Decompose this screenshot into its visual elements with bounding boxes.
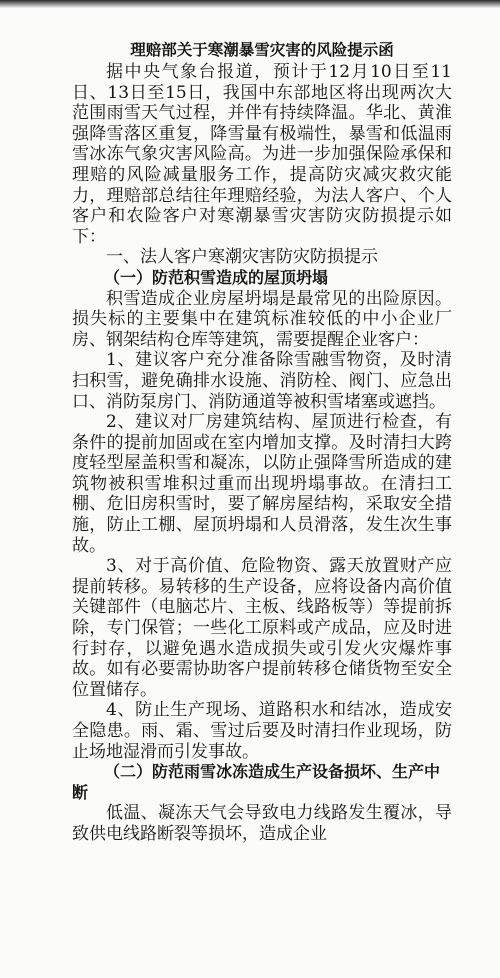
document-title: 理赔部关于寒潮暴雪灾害的风险提示函: [130, 41, 394, 59]
section-1-heading: 一、法人客户寒潮灾害防灾防损提示: [106, 247, 378, 268]
subsection-2-heading: （二）防范雨雪冰冻造成生产设备损坏、生产中断: [72, 762, 441, 802]
list-item-3: 3、对于高价值、危险物资、露天放置财产应提前转移。易转移的生产设备，应将设备内高价值关键部件（电脑芯片、主板、线路板等）等提前拆除，专门保管；一些化工原料或产成品，应及时进行封存，以避免遇水造成损失或引发火灾爆炸事故。如有必要需协助客户提前转移仓储货物至安全位置储存。: [72, 556, 452, 700]
list-item-1: 1、建议客户充分准备除雪融雪物资，及时清扫积雪，避免确排水设施、消防栓、阀门、应急出口、消防泵房门、消防通道等被积雪堵塞或遮挡。: [72, 350, 452, 412]
list-item-2: 2、建议对厂房建筑结构、屋顶进行检查，有条件的提前加固或在室内增加支撑。及时清扫大跨度轻型屋盖积雪和凝冻，以防止强降雪所造成的建筑物被积雪堆积过重而出现坍塌事故。在清扫工棚、危旧房积雪时，要了解房屋结构，采取安全措施，防止工棚、屋顶坍塌和人员滑落，发生次生事故。: [72, 412, 452, 556]
subsection-1-heading: （一）防范积雪造成的屋顶坍塌: [104, 267, 329, 287]
photo-top-edge: [0, 0, 500, 8]
subsection-1-intro: 积雪造成企业房屋坍塌是最常见的出险原因。损失标的主要集中在建筑标准较低的中小企业厂房、钢架结构仓库等建筑，需要提醒企业客户：: [72, 288, 452, 350]
intro-paragraph: 据中央气象台报道，预计于12月10日至11日、13日至15日，我国中东部地区将出现两次大范围雨雪天气过程，并伴有持续降温。华北、黄淮强降雪落区重复，降雪量有极端性，暴雪和低温雨雪冰冻气象灾害风险高。为进一步加强保险承保和理赔的风险减量服务工作，提高防灾减灾救灾能力，理赔部总结往年理赔经验，为法人客户、个人客户和农险客户对寒潮暴雪灾害防灾防损提示如下：: [72, 62, 452, 247]
list-item-4: 4、防止生产现场、道路积水和结冰，造成安全隐患。雨、霜、雪过后要及时清扫作业现场，防止场地湿滑而引发事故。: [72, 700, 452, 762]
subsection-2-intro: 低温、凝冻天气会导致电力线路发生覆冰，导致供电线路断裂等损坏，造成企业: [72, 803, 452, 844]
document-body: [72, 40, 452, 845]
